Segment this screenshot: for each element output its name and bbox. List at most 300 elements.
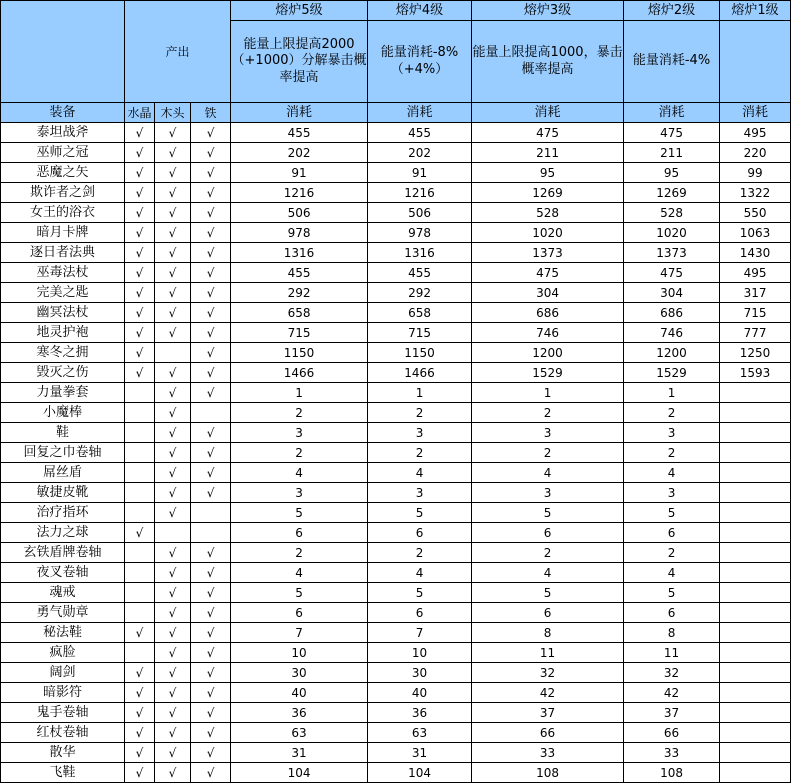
wood-mark: √ <box>155 623 191 643</box>
equipment-name: 散华 <box>1 743 125 763</box>
crystal-mark <box>125 383 155 403</box>
consume-value-level-3: 475 <box>472 123 624 143</box>
consume-value-level-4: 506 <box>368 203 472 223</box>
iron-mark: √ <box>191 123 231 143</box>
consume-value-level-2: 528 <box>624 203 720 223</box>
equipment-name: 巫毒法杖 <box>1 263 125 283</box>
consume-value-level-1 <box>720 743 791 763</box>
consume-value-level-5: 978 <box>231 223 368 243</box>
consume-value-level-4: 715 <box>368 323 472 343</box>
consume-header-4: 消耗 <box>368 103 472 123</box>
consume-value-level-3: 1269 <box>472 183 624 203</box>
consume-value-level-2: 66 <box>624 723 720 743</box>
consume-value-level-2: 37 <box>624 703 720 723</box>
consume-value-level-3: 3 <box>472 483 624 503</box>
consume-value-level-5: 3 <box>231 423 368 443</box>
consume-value-level-3: 42 <box>472 683 624 703</box>
consume-header-1: 消耗 <box>720 103 791 123</box>
iron-mark: √ <box>191 663 231 683</box>
consume-value-level-4: 6 <box>368 603 472 623</box>
consume-value-level-1 <box>720 523 791 543</box>
furnace-effect-1 <box>720 21 791 103</box>
furnace-level-5: 熔炉5级 <box>231 1 368 21</box>
consume-value-level-5: 455 <box>231 263 368 283</box>
furnace-effect-4: 能量消耗-8%（+4%） <box>368 21 472 103</box>
equipment-name: 恶魔之矢 <box>1 163 125 183</box>
furnace-level-1: 熔炉1级 <box>720 1 791 21</box>
consume-value-level-4: 10 <box>368 643 472 663</box>
iron-mark: √ <box>191 603 231 623</box>
wood-mark: √ <box>155 283 191 303</box>
crystal-mark: √ <box>125 663 155 683</box>
wood-mark: √ <box>155 643 191 663</box>
iron-mark <box>191 503 231 523</box>
iron-mark: √ <box>191 683 231 703</box>
equipment-name: 欺诈者之剑 <box>1 183 125 203</box>
crystal-mark <box>125 423 155 443</box>
wood-mark: √ <box>155 503 191 523</box>
table-row <box>1 123 791 143</box>
table-row <box>1 363 791 383</box>
consume-value-level-5: 292 <box>231 283 368 303</box>
table-row <box>1 143 791 163</box>
crystal-mark: √ <box>125 743 155 763</box>
consume-value-level-3: 108 <box>472 763 624 783</box>
consume-value-level-5: 30 <box>231 663 368 683</box>
consume-value-level-2: 475 <box>624 263 720 283</box>
table-row <box>1 663 791 683</box>
consume-value-level-3: 6 <box>472 523 624 543</box>
consume-value-level-5: 1 <box>231 383 368 403</box>
table-row <box>1 423 791 443</box>
iron-mark <box>191 403 231 423</box>
consume-value-level-5: 1216 <box>231 183 368 203</box>
crystal-mark: √ <box>125 723 155 743</box>
crystal-mark: √ <box>125 363 155 383</box>
consume-value-level-2: 32 <box>624 663 720 683</box>
consume-value-level-3: 2 <box>472 543 624 563</box>
wood-mark: √ <box>155 143 191 163</box>
table-row <box>1 203 791 223</box>
equipment-name: 地灵护袍 <box>1 323 125 343</box>
consume-value-level-1: 715 <box>720 303 791 323</box>
consume-value-level-3: 1020 <box>472 223 624 243</box>
wood-mark: √ <box>155 543 191 563</box>
consume-value-level-1 <box>720 403 791 423</box>
table-row <box>1 503 791 523</box>
iron-mark: √ <box>191 243 231 263</box>
iron-mark: √ <box>191 343 231 363</box>
consume-value-level-1: 495 <box>720 123 791 143</box>
crystal-mark <box>125 583 155 603</box>
equipment-name: 泰坦战斧 <box>1 123 125 143</box>
table-row <box>1 743 791 763</box>
iron-mark: √ <box>191 303 231 323</box>
consume-value-level-5: 5 <box>231 583 368 603</box>
consume-value-level-2: 95 <box>624 163 720 183</box>
crystal-mark: √ <box>125 123 155 143</box>
consume-value-level-2: 686 <box>624 303 720 323</box>
consume-header-3: 消耗 <box>472 103 624 123</box>
equipment-name: 屌丝盾 <box>1 463 125 483</box>
consume-value-level-1: 99 <box>720 163 791 183</box>
consume-value-level-5: 5 <box>231 503 368 523</box>
consume-value-level-5: 36 <box>231 703 368 723</box>
iron-column-header: 铁 <box>191 103 231 123</box>
consume-value-level-5: 6 <box>231 523 368 543</box>
equipment-name: 秘法鞋 <box>1 623 125 643</box>
consume-value-level-3: 1373 <box>472 243 624 263</box>
furnace-level-2: 熔炉2级 <box>624 1 720 21</box>
consume-value-level-2: 3 <box>624 483 720 503</box>
equipment-name: 法力之球 <box>1 523 125 543</box>
consume-value-level-4: 455 <box>368 263 472 283</box>
consume-value-level-5: 2 <box>231 403 368 423</box>
consume-value-level-1: 1322 <box>720 183 791 203</box>
equipment-name: 小魔棒 <box>1 403 125 423</box>
equipment-name: 阔剑 <box>1 663 125 683</box>
consume-value-level-5: 6 <box>231 603 368 623</box>
consume-value-level-3: 5 <box>472 503 624 523</box>
table-row <box>1 443 791 463</box>
wood-mark: √ <box>155 123 191 143</box>
wood-mark: √ <box>155 183 191 203</box>
consume-value-level-1 <box>720 603 791 623</box>
iron-mark: √ <box>191 363 231 383</box>
equipment-name: 治疗指环 <box>1 503 125 523</box>
consume-value-level-1 <box>720 423 791 443</box>
consume-value-level-3: 33 <box>472 743 624 763</box>
equipment-name: 鞋 <box>1 423 125 443</box>
consume-value-level-4: 202 <box>368 143 472 163</box>
equipment-name: 红杖卷轴 <box>1 723 125 743</box>
crystal-mark <box>125 543 155 563</box>
consume-value-level-5: 4 <box>231 463 368 483</box>
consume-value-level-4: 91 <box>368 163 472 183</box>
consume-value-level-1: 1063 <box>720 223 791 243</box>
table-row <box>1 543 791 563</box>
consume-value-level-2: 33 <box>624 743 720 763</box>
crystal-mark <box>125 483 155 503</box>
consume-value-level-4: 63 <box>368 723 472 743</box>
consume-value-level-1: 777 <box>720 323 791 343</box>
iron-mark: √ <box>191 263 231 283</box>
wood-mark: √ <box>155 603 191 623</box>
wood-mark: √ <box>155 243 191 263</box>
table-row <box>1 343 791 363</box>
consume-value-level-1 <box>720 623 791 643</box>
consume-value-level-2: 11 <box>624 643 720 663</box>
consume-value-level-2: 1529 <box>624 363 720 383</box>
consume-value-level-4: 1466 <box>368 363 472 383</box>
consume-value-level-1 <box>720 443 791 463</box>
consume-value-level-4: 2 <box>368 443 472 463</box>
consume-value-level-1 <box>720 383 791 403</box>
equipment-name: 疯脸 <box>1 643 125 663</box>
consume-value-level-3: 1200 <box>472 343 624 363</box>
table-row <box>1 303 791 323</box>
consume-value-level-4: 36 <box>368 703 472 723</box>
consume-value-level-4: 978 <box>368 223 472 243</box>
consume-value-level-3: 304 <box>472 283 624 303</box>
consume-value-level-1: 220 <box>720 143 791 163</box>
wood-mark: √ <box>155 303 191 323</box>
consume-value-level-1 <box>720 543 791 563</box>
consume-value-level-5: 104 <box>231 763 368 783</box>
consume-value-level-3: 8 <box>472 623 624 643</box>
consume-value-level-3: 3 <box>472 423 624 443</box>
crystal-mark: √ <box>125 183 155 203</box>
consume-header-5: 消耗 <box>231 103 368 123</box>
iron-mark: √ <box>191 563 231 583</box>
wood-mark: √ <box>155 223 191 243</box>
furnace-level-3: 熔炉3级 <box>472 1 624 21</box>
consume-value-level-4: 658 <box>368 303 472 323</box>
consume-value-level-3: 2 <box>472 443 624 463</box>
crystal-mark <box>125 443 155 463</box>
consume-value-level-4: 4 <box>368 563 472 583</box>
iron-mark: √ <box>191 763 231 783</box>
consume-value-level-5: 506 <box>231 203 368 223</box>
consume-value-level-5: 31 <box>231 743 368 763</box>
consume-value-level-1 <box>720 763 791 783</box>
wood-mark <box>155 523 191 543</box>
consume-value-level-5: 10 <box>231 643 368 663</box>
table-row <box>1 183 791 203</box>
consume-value-level-5: 202 <box>231 143 368 163</box>
consume-value-level-3: 2 <box>472 403 624 423</box>
equipment-name: 敏捷皮靴 <box>1 483 125 503</box>
consume-value-level-3: 211 <box>472 143 624 163</box>
consume-value-level-5: 4 <box>231 563 368 583</box>
consume-value-level-2: 4 <box>624 463 720 483</box>
equipment-name: 暗影符 <box>1 683 125 703</box>
consume-value-level-2: 3 <box>624 423 720 443</box>
equipment-name: 逐日者法典 <box>1 243 125 263</box>
consume-value-level-4: 4 <box>368 463 472 483</box>
consume-value-level-5: 1466 <box>231 363 368 383</box>
consume-value-level-3: 66 <box>472 723 624 743</box>
equipment-name: 力量拳套 <box>1 383 125 403</box>
crystal-column-header: 水晶 <box>125 103 155 123</box>
consume-value-level-1 <box>720 643 791 663</box>
table-row <box>1 523 791 543</box>
equipment-name: 飞鞋 <box>1 763 125 783</box>
wood-mark: √ <box>155 263 191 283</box>
iron-mark: √ <box>191 443 231 463</box>
iron-mark: √ <box>191 643 231 663</box>
consume-value-level-2: 1020 <box>624 223 720 243</box>
crystal-mark: √ <box>125 163 155 183</box>
iron-mark: √ <box>191 623 231 643</box>
table-row <box>1 683 791 703</box>
consume-value-level-3: 11 <box>472 643 624 663</box>
consume-value-level-5: 1316 <box>231 243 368 263</box>
crystal-mark: √ <box>125 523 155 543</box>
wood-mark: √ <box>155 583 191 603</box>
consume-value-level-3: 6 <box>472 603 624 623</box>
consume-value-level-1 <box>720 703 791 723</box>
consume-value-level-4: 1150 <box>368 343 472 363</box>
consume-value-level-5: 715 <box>231 323 368 343</box>
crystal-mark: √ <box>125 703 155 723</box>
consume-value-level-5: 455 <box>231 123 368 143</box>
consume-value-level-2: 108 <box>624 763 720 783</box>
consume-value-level-2: 2 <box>624 543 720 563</box>
consume-value-level-4: 6 <box>368 523 472 543</box>
equipment-name: 魂戒 <box>1 583 125 603</box>
consume-value-level-3: 95 <box>472 163 624 183</box>
consume-value-level-3: 4 <box>472 463 624 483</box>
consume-value-level-1: 550 <box>720 203 791 223</box>
consume-value-level-2: 2 <box>624 443 720 463</box>
wood-mark: √ <box>155 683 191 703</box>
table-row <box>1 603 791 623</box>
table-row <box>1 403 791 423</box>
table-row <box>1 223 791 243</box>
crystal-mark: √ <box>125 683 155 703</box>
consume-value-level-2: 8 <box>624 623 720 643</box>
equipment-name: 巫师之冠 <box>1 143 125 163</box>
equipment-name: 寒冬之拥 <box>1 343 125 363</box>
consume-value-level-3: 686 <box>472 303 624 323</box>
wood-mark: √ <box>155 703 191 723</box>
consume-value-level-4: 7 <box>368 623 472 643</box>
consume-value-level-2: 1269 <box>624 183 720 203</box>
consume-value-level-4: 1 <box>368 383 472 403</box>
consume-value-level-4: 30 <box>368 663 472 683</box>
table-row <box>1 263 791 283</box>
consume-value-level-2: 1373 <box>624 243 720 263</box>
consume-value-level-2: 304 <box>624 283 720 303</box>
wood-mark: √ <box>155 723 191 743</box>
crystal-mark: √ <box>125 143 155 163</box>
header-blank-cell <box>1 1 125 103</box>
consume-value-level-1 <box>720 583 791 603</box>
consume-value-level-5: 63 <box>231 723 368 743</box>
consume-value-level-1: 1250 <box>720 343 791 363</box>
equipment-name: 夜叉卷轴 <box>1 563 125 583</box>
iron-mark: √ <box>191 163 231 183</box>
consume-header-2: 消耗 <box>624 103 720 123</box>
wood-mark: √ <box>155 383 191 403</box>
iron-mark: √ <box>191 743 231 763</box>
crystal-mark: √ <box>125 203 155 223</box>
iron-mark: √ <box>191 583 231 603</box>
table-row <box>1 583 791 603</box>
consume-value-level-1: 495 <box>720 263 791 283</box>
equipment-name: 女王的浴衣 <box>1 203 125 223</box>
consume-value-level-5: 2 <box>231 543 368 563</box>
table-row <box>1 283 791 303</box>
wood-mark: √ <box>155 483 191 503</box>
furnace-effect-5: 能量上限提高2000（+1000）分解暴击概率提高 <box>231 21 368 103</box>
consume-value-level-4: 2 <box>368 543 472 563</box>
consume-value-level-4: 3 <box>368 423 472 443</box>
iron-mark: √ <box>191 183 231 203</box>
consume-value-level-2: 1200 <box>624 343 720 363</box>
consume-value-level-4: 455 <box>368 123 472 143</box>
wood-mark: √ <box>155 563 191 583</box>
crystal-mark <box>125 563 155 583</box>
wood-mark: √ <box>155 403 191 423</box>
wood-mark: √ <box>155 323 191 343</box>
iron-mark: √ <box>191 223 231 243</box>
consume-value-level-1 <box>720 463 791 483</box>
consume-value-level-2: 211 <box>624 143 720 163</box>
consume-value-level-5: 658 <box>231 303 368 323</box>
wood-mark: √ <box>155 443 191 463</box>
crystal-mark: √ <box>125 263 155 283</box>
wood-mark: √ <box>155 663 191 683</box>
consume-value-level-3: 5 <box>472 583 624 603</box>
table-row <box>1 703 791 723</box>
consume-value-level-4: 3 <box>368 483 472 503</box>
equipment-name: 玄铁盾牌卷轴 <box>1 543 125 563</box>
iron-mark: √ <box>191 143 231 163</box>
consume-value-level-5: 3 <box>231 483 368 503</box>
consume-value-level-2: 6 <box>624 523 720 543</box>
crystal-mark: √ <box>125 283 155 303</box>
consume-value-level-3: 1529 <box>472 363 624 383</box>
consume-value-level-3: 475 <box>472 263 624 283</box>
equipment-name: 回复之巾卷轴 <box>1 443 125 463</box>
furnace-effect-3: 能量上限提高1000，暴击概率提高 <box>472 21 624 103</box>
crystal-mark <box>125 403 155 423</box>
equipment-name: 幽冥法杖 <box>1 303 125 323</box>
iron-mark: √ <box>191 423 231 443</box>
crystal-mark: √ <box>125 323 155 343</box>
table-row <box>1 243 791 263</box>
wood-mark: √ <box>155 163 191 183</box>
consume-value-level-5: 91 <box>231 163 368 183</box>
consume-value-level-4: 1316 <box>368 243 472 263</box>
table-row <box>1 723 791 743</box>
wood-mark: √ <box>155 423 191 443</box>
wood-mark: √ <box>155 463 191 483</box>
crystal-mark: √ <box>125 623 155 643</box>
furnace-level-4: 熔炉4级 <box>368 1 472 21</box>
consume-value-level-3: 37 <box>472 703 624 723</box>
consume-value-level-1 <box>720 683 791 703</box>
table-row <box>1 163 791 183</box>
table-row <box>1 323 791 343</box>
consume-value-level-5: 2 <box>231 443 368 463</box>
consume-value-level-2: 2 <box>624 403 720 423</box>
wood-mark: √ <box>155 363 191 383</box>
iron-mark <box>191 523 231 543</box>
consume-value-level-2: 5 <box>624 583 720 603</box>
equipment-name: 暗月卡牌 <box>1 223 125 243</box>
consume-value-level-1: 1593 <box>720 363 791 383</box>
crystal-mark <box>125 603 155 623</box>
wood-mark: √ <box>155 763 191 783</box>
wood-mark <box>155 343 191 363</box>
equipment-name: 鬼手卷轴 <box>1 703 125 723</box>
crystal-mark <box>125 463 155 483</box>
equipment-name: 毁灭之伤 <box>1 363 125 383</box>
wood-column-header: 木头 <box>155 103 191 123</box>
consume-value-level-2: 5 <box>624 503 720 523</box>
consume-value-level-3: 32 <box>472 663 624 683</box>
consume-value-level-5: 7 <box>231 623 368 643</box>
crystal-mark: √ <box>125 763 155 783</box>
consume-value-level-1 <box>720 663 791 683</box>
table-row <box>1 483 791 503</box>
crystal-mark: √ <box>125 303 155 323</box>
iron-mark: √ <box>191 463 231 483</box>
consume-value-level-2: 475 <box>624 123 720 143</box>
